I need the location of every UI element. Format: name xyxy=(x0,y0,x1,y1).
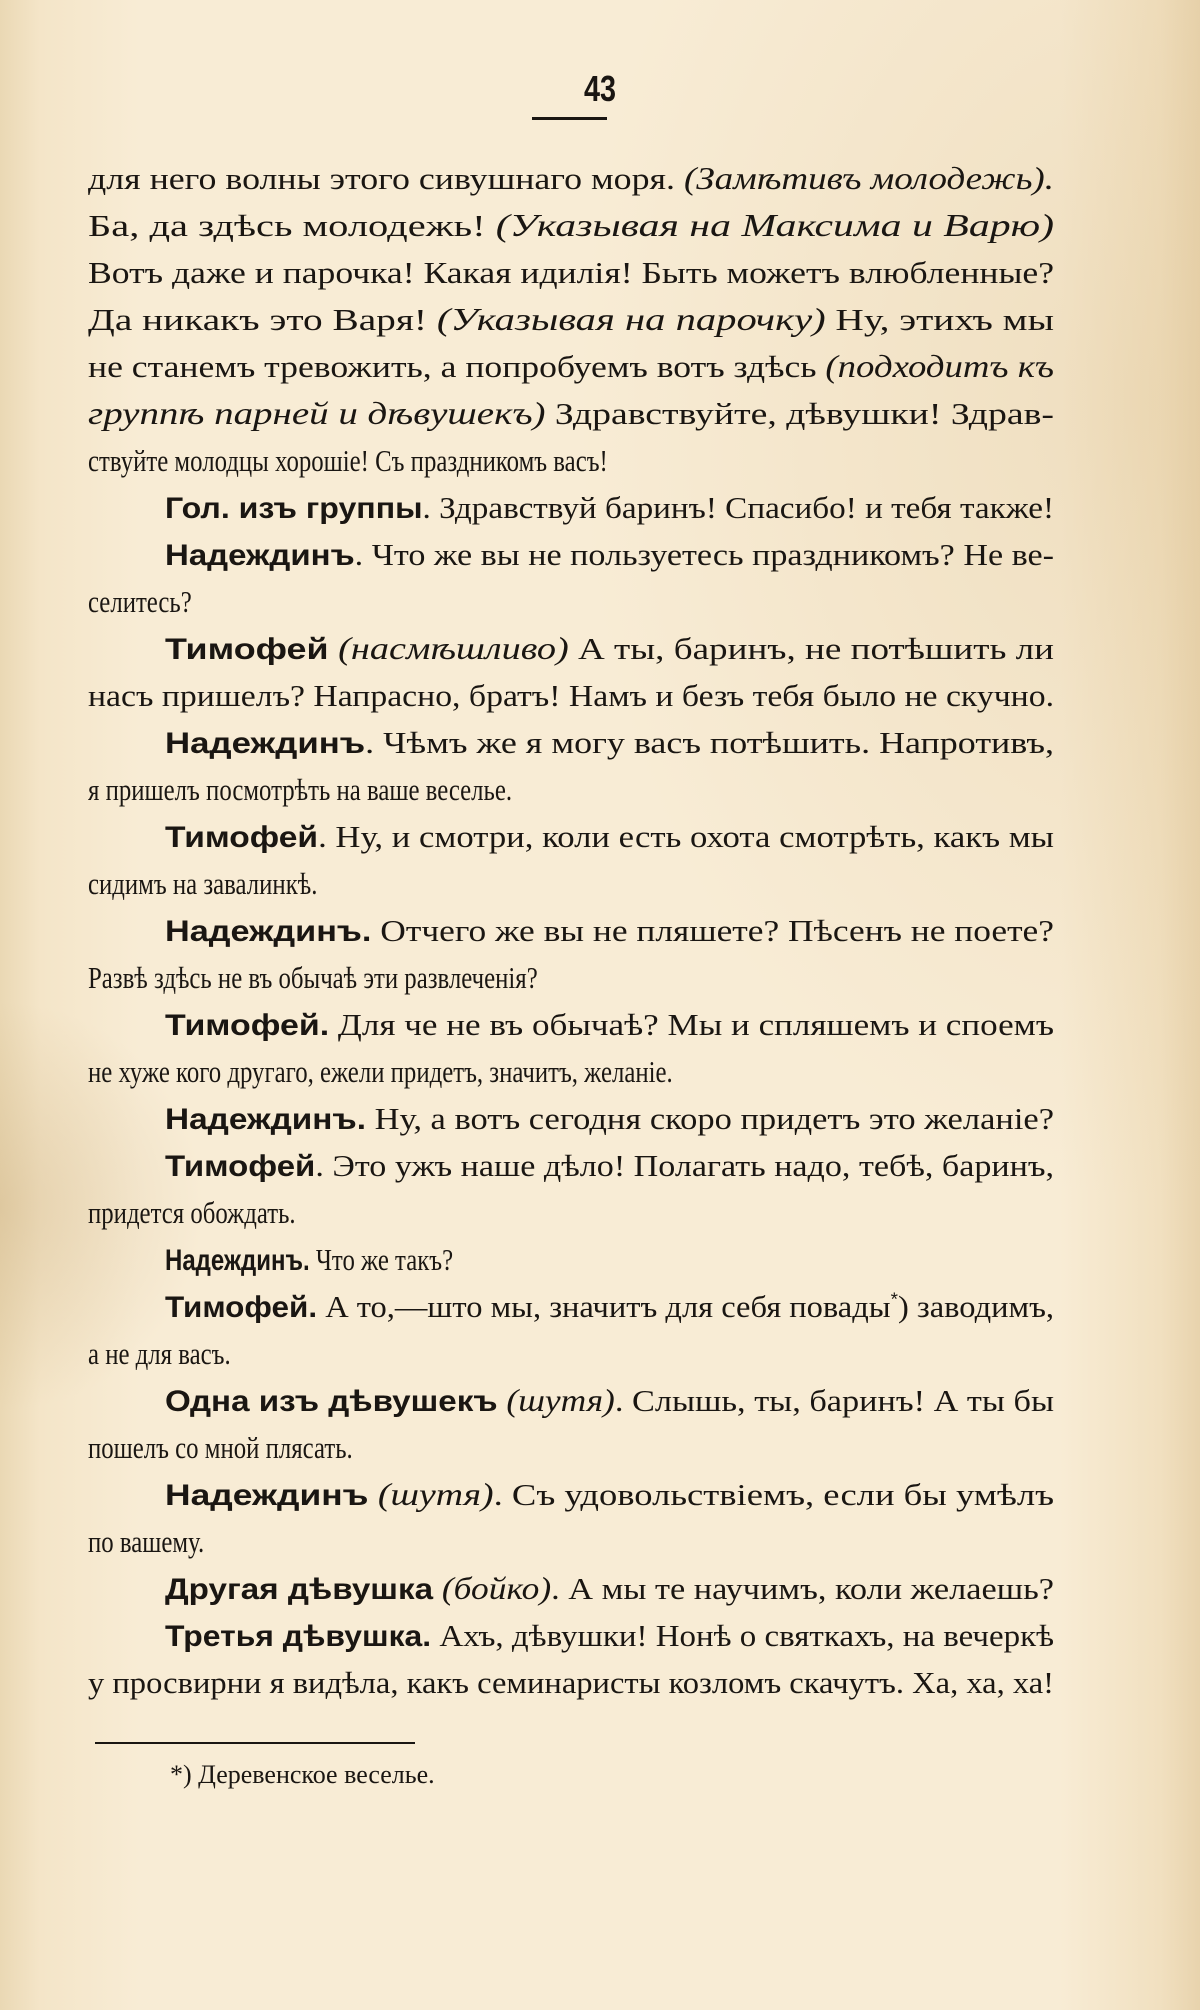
text-line-content xyxy=(88,1659,1054,1706)
text-line xyxy=(88,484,1054,531)
stage-direction: (Указывая на парочку) xyxy=(436,301,826,337)
text-line xyxy=(88,1142,1054,1189)
text-line xyxy=(88,1330,1054,1377)
text-line-content xyxy=(165,1283,1054,1331)
text-line xyxy=(88,1377,1054,1424)
speaker-name: Тимофей. xyxy=(165,1009,330,1042)
speaker-name: Тимофей xyxy=(165,633,329,666)
body-text xyxy=(88,155,1054,1706)
dialogue-text: Ну, а вотъ сегодня скоро придетъ это желаніе? xyxy=(366,1101,1054,1136)
speaker-name: Одна изъ дѣвушекъ xyxy=(165,1385,498,1418)
text-line xyxy=(88,1048,1054,1095)
dialogue-text: по вашему. xyxy=(88,1524,205,1559)
speaker-name: Тимофей xyxy=(165,821,319,854)
text-line xyxy=(88,1565,1054,1612)
text-line xyxy=(88,296,1054,343)
text-line-content xyxy=(165,1612,1054,1660)
stage-direction: (бойко) xyxy=(433,1570,552,1606)
dialogue-text: Ну, этихъ мы xyxy=(825,302,1054,337)
text-line xyxy=(88,202,1054,249)
stage-direction: (подходитъ къ xyxy=(825,348,1054,384)
text-line-content xyxy=(88,1330,231,1377)
text-line xyxy=(88,1001,1054,1048)
text-line xyxy=(88,1612,1054,1659)
text-line-content xyxy=(165,1142,1054,1190)
text-line xyxy=(88,719,1054,766)
text-line xyxy=(88,1659,1054,1706)
text-line xyxy=(88,1424,1054,1471)
text-line-content xyxy=(88,766,512,813)
text-line xyxy=(88,1236,1054,1283)
text-line-content xyxy=(88,202,1054,249)
dialogue-text: Здравствуйте, дѣвушки! Здрав- xyxy=(545,396,1054,431)
speaker-name: Надеждинъ xyxy=(165,1479,369,1512)
speaker-name: Надеждинъ. xyxy=(165,1103,367,1136)
text-line-content xyxy=(165,1236,453,1284)
dialogue-text: Вотъ даже и парочка! Какая идилія! Быть можетъ влюбленные? xyxy=(88,255,1054,290)
text-line-content xyxy=(165,719,1054,767)
text-line-content xyxy=(88,343,1054,390)
dialogue-text: А ты, баринъ, не потѣшить ли xyxy=(568,631,1054,666)
text-line xyxy=(88,672,1054,719)
dialogue-text: . Здравствуй баринъ! Спасибо! и тебя также! xyxy=(422,490,1054,525)
footnote xyxy=(170,1760,435,1790)
dialogue-text: А то,—што мы, значитъ для себя повады xyxy=(317,1289,891,1324)
text-line xyxy=(88,343,1054,390)
text-line-content xyxy=(88,672,1054,719)
text-line-content xyxy=(88,860,317,907)
stage-direction: группѣ парней и дѣвушекъ) xyxy=(88,395,546,431)
text-line-content xyxy=(165,1095,1054,1143)
text-line xyxy=(88,860,1054,907)
stage-direction: (Замѣтивъ молодежь). xyxy=(683,160,1054,196)
stage-direction: (насмѣшливо) xyxy=(328,630,569,666)
text-line xyxy=(88,249,1054,296)
dialogue-text: а не для васъ. xyxy=(88,1336,231,1371)
dialogue-text: Ба, да здѣсь молодежь! xyxy=(88,208,496,243)
stage-direction: (шутя) xyxy=(368,1476,494,1512)
dialogue-text: Да никакъ это Варя! xyxy=(88,302,437,337)
text-line xyxy=(88,531,1054,578)
dialogue-text: . Слышь, ты, баринъ! А ты бы xyxy=(614,1383,1054,1418)
text-line-content xyxy=(88,296,1054,343)
text-line-content xyxy=(88,954,538,1001)
text-line-content xyxy=(165,625,1054,673)
text-line-content xyxy=(88,249,1054,296)
dialogue-text: Ахъ, дѣвушки! Нонѣ о святкахъ, на вечеркѣ xyxy=(431,1618,1054,1653)
dialogue-text: сидимъ на завалинкѣ. xyxy=(88,866,318,901)
text-line xyxy=(88,625,1054,672)
text-line-content xyxy=(88,390,1054,437)
dialogue-text: я пришелъ посмотрѣть на ваше веселье. xyxy=(88,772,513,807)
text-line-content xyxy=(88,1424,353,1471)
text-line xyxy=(88,1189,1054,1236)
page-number: 43 xyxy=(583,68,617,109)
dialogue-text: селитесь? xyxy=(88,584,192,619)
text-line-content xyxy=(165,907,1054,955)
dialogue-text: . Это ужъ наше дѣло! Полагать надо, тебѣ, баринъ, xyxy=(315,1148,1054,1183)
dialogue-text: ) заводимъ, xyxy=(897,1289,1054,1324)
stage-direction: (шутя) xyxy=(497,1382,615,1418)
text-line xyxy=(88,437,1054,484)
speaker-name: Тимофей. xyxy=(165,1291,318,1324)
text-line xyxy=(88,578,1054,625)
speaker-name: Тимофей xyxy=(165,1150,316,1183)
footnote-text: Деревенское веселье. xyxy=(198,1760,435,1789)
speaker-name: Гол. изъ группы xyxy=(165,492,423,525)
dialogue-text: для него волны этого сивушнаго моря. xyxy=(88,161,684,196)
dialogue-text: . Что же вы не пользуетесь праздникомъ? Не ве- xyxy=(354,537,1054,572)
text-line-content xyxy=(165,813,1054,861)
text-line-content xyxy=(88,1518,204,1565)
dialogue-text: насъ пришелъ? Напрасно, братъ! Намъ и безъ тебя было не скучно. xyxy=(88,678,1054,713)
text-line xyxy=(88,390,1054,437)
text-line xyxy=(88,1518,1054,1565)
text-line-content xyxy=(165,1001,1054,1049)
footnote-mark: *) xyxy=(170,1760,192,1789)
speaker-name: Надеждинъ. xyxy=(165,915,372,948)
text-line xyxy=(88,766,1054,813)
text-line-content xyxy=(88,578,192,625)
speaker-name: Третья дѣвушка. xyxy=(165,1620,432,1653)
text-line-content xyxy=(88,1048,673,1095)
dialogue-text: Что же такъ? xyxy=(309,1242,454,1277)
dialogue-text: придется обождать. xyxy=(88,1195,296,1230)
speaker-name: Надеждинъ xyxy=(165,539,355,572)
text-line xyxy=(88,1283,1054,1330)
dialogue-text: не хуже кого другаго, ежели придетъ, значитъ, желаніе. xyxy=(88,1054,673,1089)
dialogue-text: . Съ удовольствіемъ, если бы умѣлъ xyxy=(493,1477,1054,1512)
dialogue-text: не станемъ тревожить, а попробуемъ вотъ здѣсь xyxy=(88,349,826,384)
text-line xyxy=(88,954,1054,1001)
page-number-rule xyxy=(532,117,607,120)
footnote-rule xyxy=(95,1742,415,1744)
dialogue-text: . Чѣмъ же я могу васъ потѣшить. Напротивъ, xyxy=(365,725,1054,760)
text-line-content xyxy=(165,531,1054,579)
dialogue-text: . Ну, и смотри, коли есть охота смотрѣть, какъ мы xyxy=(318,819,1054,854)
text-line-content xyxy=(165,1471,1054,1519)
text-line-content xyxy=(165,484,1054,532)
text-line-content xyxy=(88,1189,296,1236)
speaker-name: Другая дѣвушка xyxy=(165,1573,434,1606)
text-line xyxy=(88,1095,1054,1142)
dialogue-text: Отчего же вы не пляшете? Пѣсенъ не поете? xyxy=(371,913,1054,948)
text-line xyxy=(88,155,1054,202)
footnote-reference: * xyxy=(890,1289,898,1310)
text-line xyxy=(88,813,1054,860)
text-line-content xyxy=(88,437,608,484)
dialogue-text: ствуйте молодцы хорошіе! Съ праздникомъ васъ! xyxy=(88,443,608,478)
text-line-content xyxy=(165,1377,1054,1425)
speaker-name: Надеждинъ. xyxy=(165,1244,310,1277)
text-line-content xyxy=(165,1565,1054,1613)
text-line-content xyxy=(88,155,1054,202)
dialogue-text: у просвирни я видѣла, какъ семинаристы козломъ скачутъ. Ха, ха, ха! xyxy=(88,1665,1054,1700)
dialogue-text: пошелъ со мной плясать. xyxy=(88,1430,353,1465)
stage-direction: (Указывая на Максима и Варю) xyxy=(495,207,1054,243)
dialogue-text: Развѣ здѣсь не въ обычаѣ эти развлеченія? xyxy=(88,960,538,995)
dialogue-text: . А мы те научимъ, коли желаешь? xyxy=(551,1571,1054,1606)
speaker-name: Надеждинъ xyxy=(165,727,366,760)
dialogue-text: Для че не въ обычаѣ? Мы и спляшемъ и споемъ xyxy=(329,1007,1054,1042)
text-line xyxy=(88,907,1054,954)
text-line xyxy=(88,1471,1054,1518)
